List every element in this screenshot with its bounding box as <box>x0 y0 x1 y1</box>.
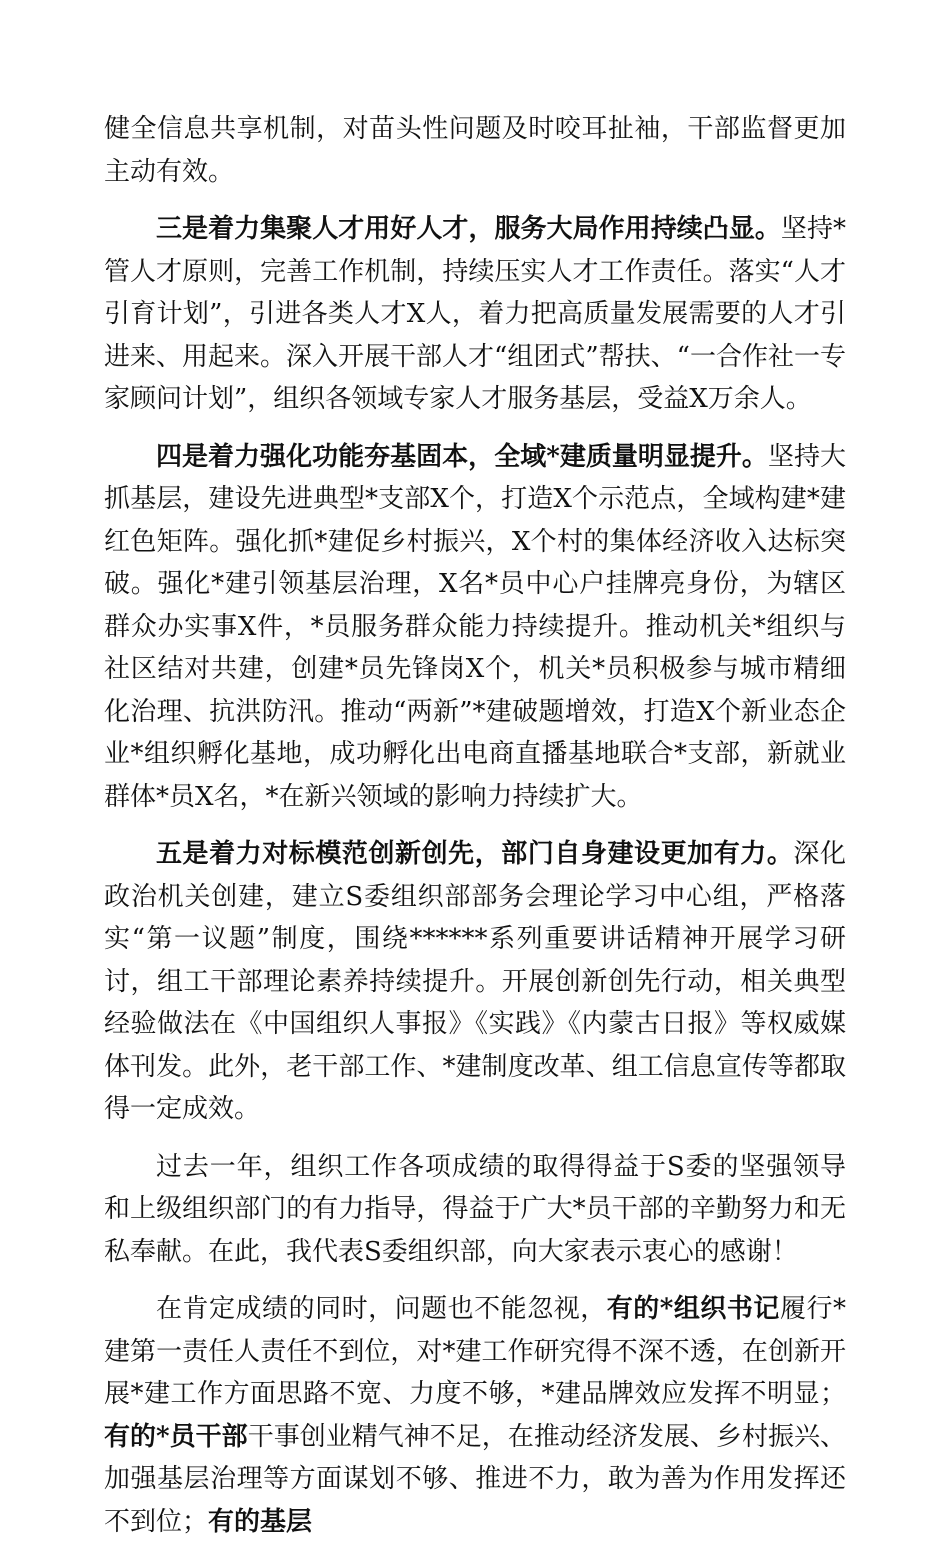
paragraph-text: 深化政治机关创建，建立S委组织部部务会理论学习中心组，严格落实“第一议题”制度，围绕******系列重要讲话精神开展学习研讨，组工干部理论素养持续提升。开展创新创先行动，相关典型经验做法在《中国组织人事报》《实践》《内蒙古日报》等权威媒体刊发。此外，老干部工作、*建制度改革、组工信息宣传等都取得一定成效。 <box>104 839 846 1124</box>
paragraph-problems <box>104 1288 846 1543</box>
paragraph-text: 坚持大抓基层，建设先进典型*支部X个，打造X个示范点，全域构建*建红色矩阵。强化抓*建促乡村振兴，X个村的集体经济收入达标突破。强化*建引领基层治理，X名*员中心户挂牌亮身份，为辖区群众办实事X件，*员服务群众能力持续提升。推动机关*组织与社区结对共建，创建*员先锋岗X个，机关*员积极参与城市精细化治理、抗洪防汛。推动“两新”*建破题增效，打造X个新业态企业*组织孵化基地，成功孵化出电商直播基地联合*支部，新就业群体*员X名，*在新兴领域的影响力持续扩大。 <box>104 441 846 812</box>
emphasis-text: 有的*组织书记 <box>606 1294 780 1324</box>
emphasis-text: 有的基层 <box>208 1506 313 1537</box>
paragraph-text: 干事创业精气神不足，在推动经济发展、乡村振兴、加强基层治理等方面谋划不够、推进不力，敢为善为作用发挥还不到位； <box>104 1421 846 1537</box>
paragraph-continuation <box>104 108 846 193</box>
paragraph-text: 履行*建第一责任人责任不到位，对*建工作研究得不深不透，在创新开展*建工作方面思路不宽、力度不够，*建品牌效应发挥不明显； <box>104 1294 846 1409</box>
paragraph-text: 健全信息共享机制，对苗头性问题及时咬耳扯袖，干部监督更加主动有效。 <box>104 114 846 187</box>
paragraph-text: 坚持*管人才原则，完善工作机制，持续压实人才工作责任。落实“人才引育计划”，引进各类人才X人，着力把高质量发展需要的人才引进来、用起来。深入开展干部人才“组团式”帮扶、“一合作社一专家顾问计划”，组织各领域专家人才服务基层，受益X万余人。 <box>104 214 846 414</box>
paragraph-talent <box>104 208 846 421</box>
paragraph-heading: 五是着力对标模范创新创先，部门自身建设更加有力。 <box>156 839 794 869</box>
paragraph-grassroots <box>104 436 846 819</box>
emphasis-text: 有的*员干部 <box>104 1421 248 1452</box>
document-page <box>104 108 846 1543</box>
paragraph-department <box>104 833 846 1131</box>
paragraph-thanks <box>104 1146 846 1274</box>
paragraph-text: 在肯定成绩的同时，问题也不能忽视， <box>156 1294 607 1324</box>
paragraph-text: 过去一年，组织工作各项成绩的取得得益于S委的坚强领导和上级组织部门的有力指导，得益于广大*员干部的辛勤努力和无私奉献。在此，我代表S委组织部，向大家表示衷心的感谢！ <box>104 1151 846 1267</box>
paragraph-heading: 三是着力集聚人才用好人才，服务大局作用持续凸显。 <box>156 214 781 244</box>
paragraph-heading: 四是着力强化功能夯基固本，全域*建质量明显提升。 <box>156 441 768 472</box>
